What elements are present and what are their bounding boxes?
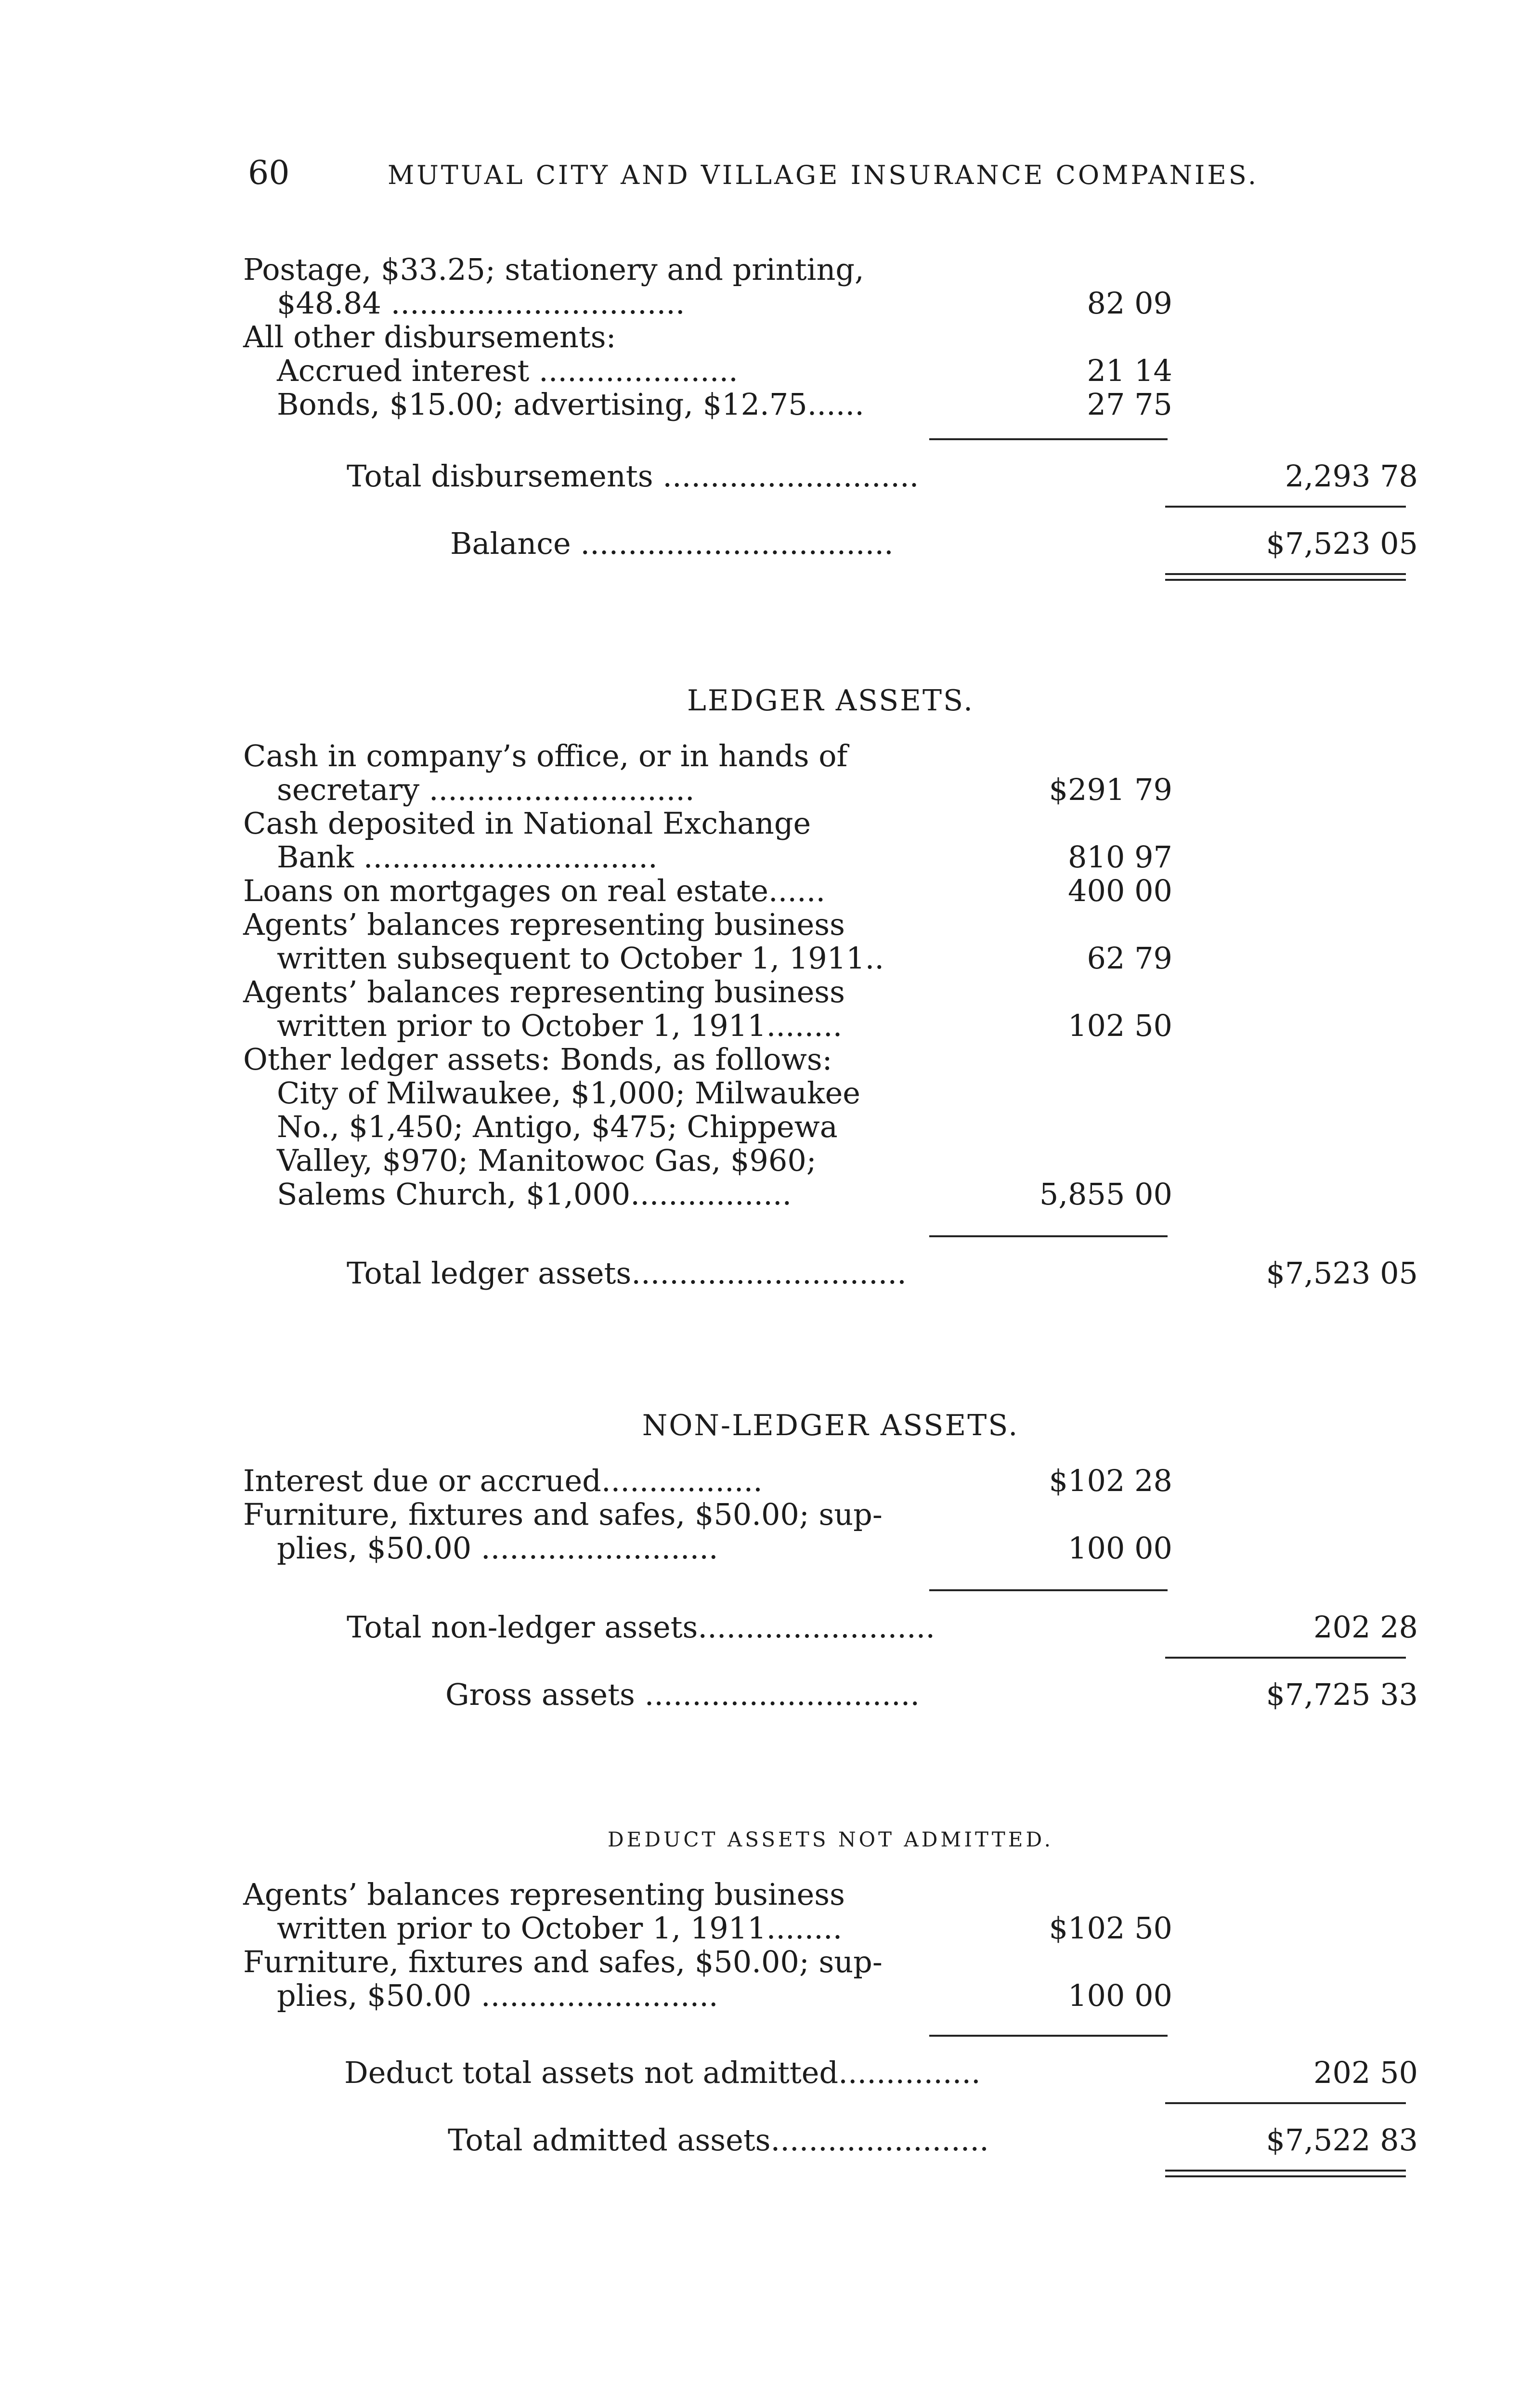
- subtotal-rule: [929, 1235, 1168, 1237]
- line-text: Furniture, fixtures and safes, $50.00; sup-: [243, 1497, 883, 1532]
- total-non-ledger-assets-row: [243, 1610, 1418, 1644]
- line-text: written prior to October 1, 1911........: [277, 1911, 843, 1946]
- balance-double-rule: [1165, 573, 1406, 581]
- line-text: Agents’ balances representing business: [243, 1877, 845, 1912]
- subtotal-rule: [929, 438, 1168, 440]
- total-value: 202 28: [1313, 1610, 1418, 1645]
- line-amount: 5,855 00: [1039, 1177, 1172, 1212]
- line-text: written subsequent to October 1, 1911..: [277, 941, 884, 976]
- section-heading: LEDGER ASSETS.: [687, 684, 974, 718]
- section-heading: DEDUCT ASSETS NOT ADMITTED.: [608, 1828, 1053, 1851]
- line-item: [243, 1945, 1418, 2013]
- subtotal-rule: [929, 1589, 1168, 1591]
- line-text: Agents’ balances representing business: [243, 974, 845, 1009]
- line-text: Bank ...............................: [277, 839, 658, 875]
- line-text: City of Milwaukee, $1,000; Milwaukee: [277, 1075, 860, 1111]
- admitted-double-rule: [1165, 2170, 1406, 2177]
- admitted-assets-row: [243, 2123, 1418, 2157]
- total-rule: [1165, 2102, 1406, 2104]
- section-heading: NON-LEDGER ASSETS.: [642, 1409, 1019, 1442]
- line-item: [243, 874, 1418, 908]
- total-rule: [1165, 1657, 1406, 1659]
- line-amount: 21 14: [1087, 353, 1172, 388]
- line-text: Postage, $33.25; stationery and printing,: [243, 252, 864, 287]
- running-head: [248, 154, 1413, 197]
- line-text: Loans on mortgages on real estate......: [243, 873, 826, 908]
- line-text: Salems Church, $1,000.................: [277, 1177, 792, 1212]
- line-text: written prior to October 1, 1911........: [277, 1008, 843, 1043]
- line-amount: $102 28: [1049, 1463, 1172, 1498]
- line-text: No., $1,450; Antigo, $475; Chippewa: [277, 1109, 838, 1144]
- line-item: [243, 320, 1418, 354]
- line-text: All other disbursements:: [243, 319, 616, 354]
- line-text: Valley, $970; Manitowoc Gas, $960;: [277, 1143, 817, 1178]
- line-item: [243, 807, 1418, 874]
- line-item: [243, 908, 1418, 975]
- total-label: Total non-ledger assets.........................: [347, 1610, 935, 1645]
- line-text: $48.84 ...............................: [277, 286, 685, 321]
- line-amount: $102 50: [1049, 1911, 1172, 1946]
- line-text: Cash deposited in National Exchange: [243, 806, 811, 841]
- total-label: Total disbursements ...........................: [347, 458, 919, 494]
- line-item: [243, 1464, 1418, 1498]
- page-number: 60: [248, 154, 290, 192]
- line-amount: 62 79: [1087, 941, 1172, 976]
- line-item: [243, 388, 1418, 421]
- admitted-value: $7,522 83: [1266, 2122, 1418, 2158]
- line-item: [243, 253, 1418, 320]
- line-amount: 102 50: [1068, 1008, 1172, 1043]
- total-rule: [1165, 506, 1406, 508]
- line-text: Interest due or accrued.................: [243, 1463, 763, 1498]
- disbursements-section: [243, 253, 1418, 421]
- non-ledger-assets-section: [243, 1409, 1418, 1565]
- line-amount: $291 79: [1049, 772, 1172, 807]
- line-amount: 27 75: [1087, 387, 1172, 422]
- gross-value: $7,725 33: [1266, 1677, 1418, 1712]
- line-text: secretary ............................: [277, 772, 695, 807]
- total-ledger-assets-row: [243, 1256, 1418, 1290]
- total-value: 202 50: [1313, 2055, 1418, 2090]
- line-text: Accrued interest .....................: [277, 353, 738, 388]
- line-item: [243, 739, 1418, 807]
- line-amount: 810 97: [1068, 839, 1172, 875]
- line-text: Bonds, $15.00; advertising, $12.75......: [277, 387, 864, 422]
- total-label: Total ledger assets.............................: [347, 1256, 907, 1291]
- balance-value: $7,523 05: [1266, 526, 1418, 561]
- line-text: Agents’ balances representing business: [243, 907, 845, 942]
- line-text: Furniture, fixtures and safes, $50.00; sup-: [243, 1944, 883, 1979]
- total-value: $7,523 05: [1266, 1256, 1418, 1291]
- subtotal-rule: [929, 2035, 1168, 2037]
- line-text: Other ledger assets: Bonds, as follows:: [243, 1042, 832, 1077]
- line-amount: 400 00: [1068, 873, 1172, 908]
- balance-label: Balance .................................: [450, 526, 894, 561]
- line-item: [243, 354, 1418, 388]
- line-text: Cash in company’s office, or in hands of: [243, 738, 848, 773]
- total-disbursements-row: [243, 459, 1418, 493]
- line-item: [243, 975, 1418, 1043]
- ledger-assets-section: [243, 684, 1418, 1211]
- line-amount: 100 00: [1068, 1531, 1172, 1566]
- line-amount: 82 09: [1087, 286, 1172, 321]
- line-item: [243, 1878, 1418, 1945]
- gross-label: Gross assets .............................: [445, 1677, 920, 1712]
- not-admitted-section: [243, 1828, 1418, 2013]
- admitted-label: Total admitted assets.......................: [448, 2122, 989, 2158]
- total-value: 2,293 78: [1285, 458, 1418, 494]
- line-item: [243, 1498, 1418, 1565]
- deduct-total-row: [243, 2056, 1418, 2090]
- line-text: plies, $50.00 .........................: [277, 1978, 718, 2013]
- line-amount: 100 00: [1068, 1978, 1172, 2013]
- total-label: Deduct total assets not admitted...............: [344, 2055, 981, 2090]
- gross-assets-row: [243, 1678, 1418, 1712]
- line-item: [243, 1043, 1418, 1211]
- line-text: plies, $50.00 .........................: [277, 1531, 718, 1566]
- page-header-title: MUTUAL CITY AND VILLAGE INSURANCE COMPANIES.: [388, 160, 1259, 190]
- balance-row: [243, 527, 1418, 561]
